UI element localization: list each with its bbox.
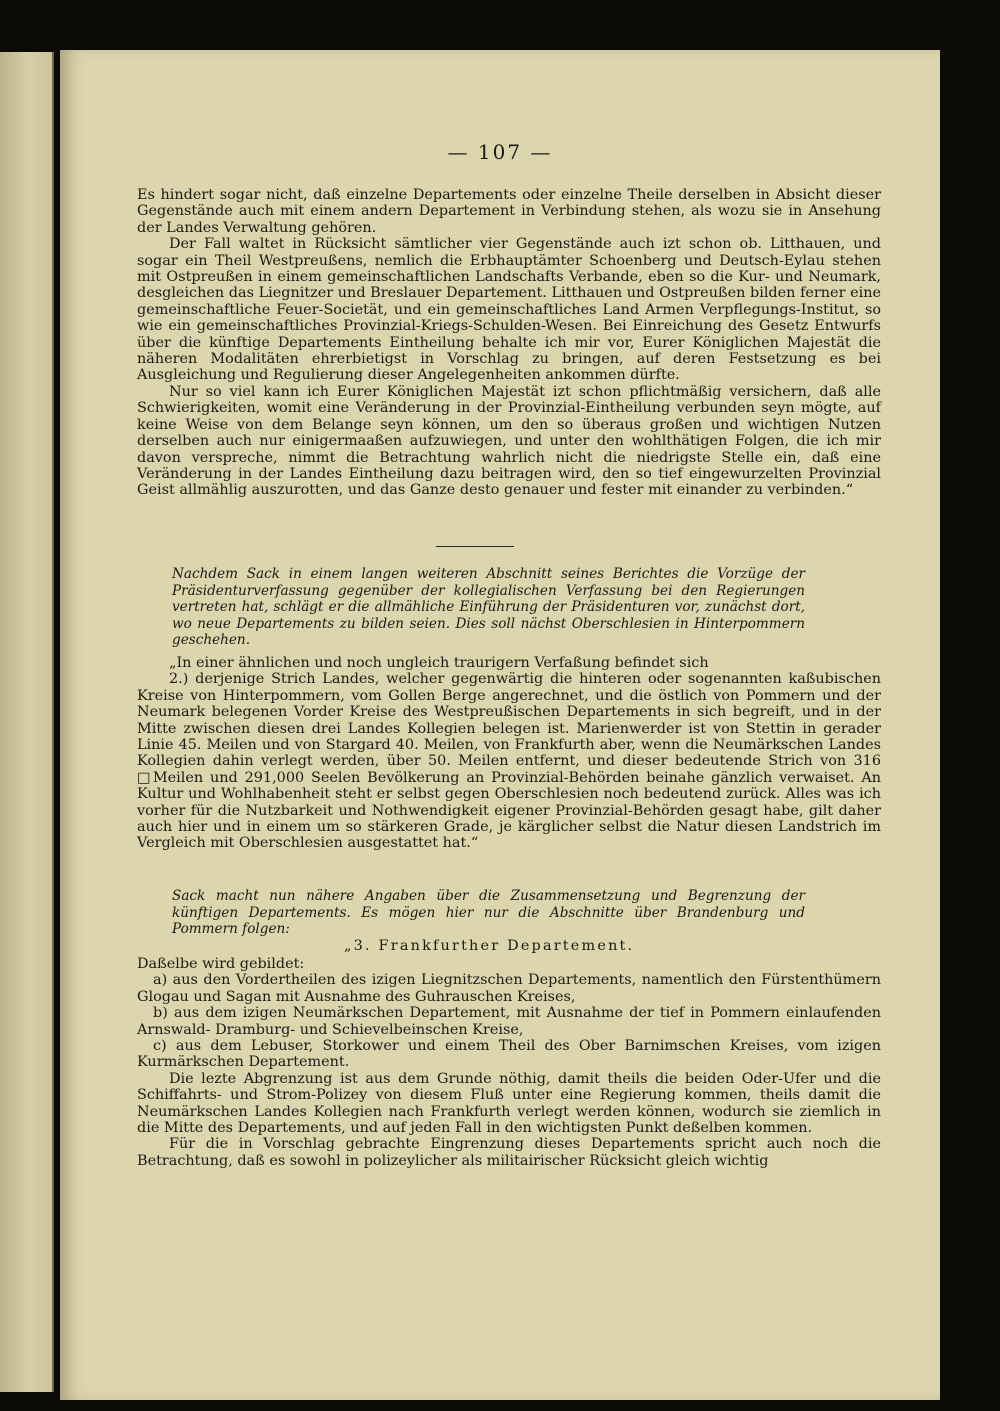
paragraph: „In einer ähnlichen und noch ungleich traurigern Verfaßung befindet sich xyxy=(169,655,709,671)
quoted-report-text xyxy=(137,956,881,1169)
paragraph: Der Fall waltet in Rücksicht sämtlicher vier Gegenstände auch izt schon ob. Litthauen, und sogar ein Theil Westpreußens, nemlich die Erbhauptämter Schoenberg und Deutsch-Eylau stehen mit Ostpreußen in einem gemeinschaftlichen Landschafts Verbande, eben so die Kur- und Neumark, desgleichen das Liegnitzer und Breslauer Departement. Litthauen und Ostpreußen bilden ferner eine gemeinschaftliche Feuer-Societät, und ein gemeinschaftliches Land Armen Verpflegungs-Institut, so wie ein gemeinschaftliches Provinzial-Kriegs-Schulden-Wesen. Bei Einreichung des Gesetz Entwurfs über die künftige Departements Eintheilung behalte ich mir vor, Eurer Königlichen Majestät die näheren Modalitäten ehrerbietigst in Vorschlag zu bringen, auf deren Festsetzung es bei Ausgleichung und Regulierung dieser Angelegenheiten ankommen dürfte. xyxy=(137,236,881,384)
paragraph: Nur so viel kann ich Eurer Königlichen Majestät izt schon pflichtmäßig versichern, daß alle Schwierigkeiten, womit eine Veränderung in der Provinzial-Eintheilung verbunden seyn mögte, auf keine Weise von dem Belange seyn können, um den so überaus großen und wichtigen Nutzen derselben auch nur einigermaaßen aufzuwiegen, und unter den wohlthätigen Folgen, die ich mir davon verspreche, nimmt die Betrachtung wahrlich nicht die niedrigste Stelle ein, daß eine Veränderung in der Landes Eintheilung dazu beitragen wird, den so tief eingewurzelten Provinzial Geist allmählig auszurotten, und das Ganze desto genauer und fester mit einander zu verbinden.“ xyxy=(137,383,881,499)
paragraph: Die lezte Abgrenzung ist aus dem Grunde nöthig, damit theils die beiden Oder-Ufer und die Schiffahrts- und Strom-Polizey von diesem Fluß unter eine Regierung kommen, theils damit die Neumärkschen Landes Kollegien nach Frankfurth verlegt werden können, wodurch sie ziemlich in die Mitte des Departements, und auf jeden Fall in den wichtigsten Punkt deßelben kommen. xyxy=(137,1070,881,1137)
list-item: c) aus dem Lebuser, Storkower und einem Theil des Ober Barnimschen Kreises, vom izigen Kurmärkschen Departement. xyxy=(137,1038,881,1071)
section-heading: „3. Frankfurther Departement. xyxy=(344,938,635,954)
paragraph: Daßelbe wird gebildet: xyxy=(137,956,305,972)
paragraph: Es hindert sogar nicht, daß einzelne Departements oder einzelne Theile derselben in Absicht dieser Gegenstände auch mit einem andern Departement in Verbindung stehen, als wozu sie in Ansehung der Landes Verwaltung gehören. xyxy=(137,187,881,236)
quoted-report-text xyxy=(137,187,881,499)
page-number: — 107 — xyxy=(447,140,553,164)
paragraph: 2.) derjenige Strich Landes, welcher gegenwärtig die hinteren oder sogenannten kaßubischen Kreise von Hinterpommern, vom Gollen Berge angerechnet, und die östlich von Pommern und der Neumark belegenen Vorder Kreise des Westpreußischen Departements in sich begreift, und in der Mitte zwischen diesen drei Landes Kollegien belegen ist. Marienwerder ist von Stettin in gerader Linie 45. Meilen und von Stargard 40. Meilen, von Frankfurth aber, wenn die Neumärkschen Landes Kollegien dahin verlegt werden, über 50. Meilen entfernt, und dieser bedeutende Strich von 316 □Meilen und 291,000 Seelen Bevölkerung an Provinzial-Behörden beinahe gänzlich verwaiset. An Kultur und Wohlhabenheit steht er selbst gegen Oberschlesien noch bedeutend zurück. Alles was ich vorher für die Nutzbarkeit und Nothwendigkeit eigener Provinzial-Behörden gesagt habe, gilt daher auch hier und in einem um so stärkeren Grade, je kärglicher selbst die Natur diesen Landstrich im Vergleich mit Oberschlesien ausgestattet hat.“ xyxy=(137,671,881,852)
list-item: a) aus den Vordertheilen des izigen Liegnitzschen Departements, namentlich den Fürstenthümern Glogau und Sagan mit Ausnahme des Guhrauschen Kreises, xyxy=(137,972,881,1005)
book-page xyxy=(60,50,940,1400)
facing-page-edge xyxy=(0,52,54,1392)
editorial-note: Nachdem Sack in einem langen weiteren Abschnitt seines Berichtes die Vorzüge der Präsidenturverfassung gegenüber der kollegialischen Verfassung bei den Regierungen vertreten hat, schlägt er die allmähliche Einführung der Präsidenturen vor, zunächst dort, wo neue Departements zu bilden seien. Dies soll nächst Oberschlesien in Hinterpommern geschehen. xyxy=(172,566,805,649)
list-item: b) aus dem izigen Neumärkschen Departement, mit Ausnahme der tief in Pommern einlaufenden Arnswald- Dramburg- und Schievelbeinschen Kreise, xyxy=(137,1005,881,1038)
section-separator xyxy=(436,546,514,547)
editorial-note: Sack macht nun nähere Angaben über die Zusammensetzung und Begrenzung der künftigen Departements. Es mögen hier nur die Abschnitte über Brandenburg und Pommern folgen: xyxy=(172,888,805,938)
quoted-report-text xyxy=(137,655,881,852)
paragraph: Für die in Vorschlag gebrachte Eingrenzung dieses Departements spricht auch noch die Betrachtung, daß es sowohl in polizeylicher als militairischer Rücksicht gleich wichtig xyxy=(137,1136,881,1169)
